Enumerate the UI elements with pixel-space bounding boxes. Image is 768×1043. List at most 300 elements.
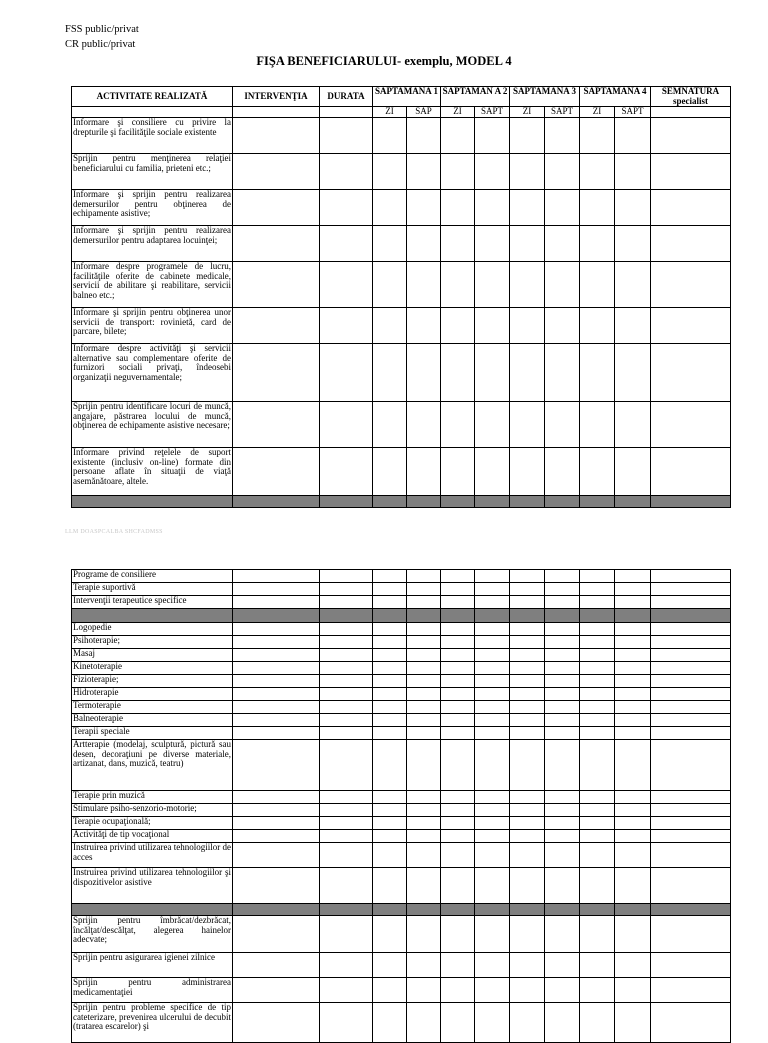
activity-cell: Sprijin pentru asigurarea igienei zilnice bbox=[72, 953, 233, 978]
table-row bbox=[72, 714, 731, 727]
empty-cell bbox=[651, 843, 731, 868]
empty-cell bbox=[407, 190, 441, 226]
empty-cell bbox=[545, 978, 580, 1003]
empty-cell bbox=[510, 609, 545, 623]
empty-cell bbox=[475, 154, 510, 190]
empty-cell bbox=[510, 262, 545, 308]
empty-cell bbox=[510, 190, 545, 226]
empty-cell bbox=[510, 701, 545, 714]
empty-cell bbox=[373, 226, 407, 262]
empty-cell bbox=[615, 226, 651, 262]
beneficiary-table-1 bbox=[71, 86, 731, 508]
activity-cell: Informare şi sprijin pentru realizarea demersurilor pentru adaptarea locuinţei; bbox=[72, 226, 233, 262]
empty-cell bbox=[233, 714, 320, 727]
empty-cell bbox=[510, 953, 545, 978]
empty-cell bbox=[510, 791, 545, 804]
empty-cell bbox=[441, 868, 475, 904]
activity-cell: Informare despre activităţi şi servicii alternative sau complementare oferite de furnizori sociali privaţi, îndeosebi organizaţii neguvernamentale; bbox=[72, 344, 233, 402]
empty-cell bbox=[233, 344, 320, 402]
empty-cell bbox=[441, 701, 475, 714]
empty-cell bbox=[320, 649, 373, 662]
empty-cell bbox=[615, 308, 651, 344]
sub-header-zi: ZI bbox=[373, 107, 407, 118]
table-row bbox=[72, 636, 731, 649]
empty-cell bbox=[545, 916, 580, 953]
empty-cell bbox=[651, 308, 731, 344]
empty-cell bbox=[651, 649, 731, 662]
empty-cell bbox=[651, 868, 731, 904]
empty-cell bbox=[615, 727, 651, 740]
empty-cell bbox=[475, 978, 510, 1003]
empty-cell bbox=[407, 308, 441, 344]
separator-cell bbox=[72, 496, 233, 508]
empty-cell bbox=[580, 817, 615, 830]
activity-cell: Informare şi consiliere cu privire la drepturile şi facilităţile sociale existente bbox=[72, 118, 233, 154]
empty-cell bbox=[545, 570, 580, 583]
empty-cell bbox=[475, 609, 510, 623]
empty-cell bbox=[441, 583, 475, 596]
empty-cell bbox=[651, 688, 731, 701]
empty-cell bbox=[615, 804, 651, 817]
empty-cell bbox=[510, 118, 545, 154]
empty-cell bbox=[233, 308, 320, 344]
empty-cell bbox=[320, 1003, 373, 1043]
empty-cell bbox=[651, 609, 731, 623]
empty-cell bbox=[545, 740, 580, 791]
empty-cell bbox=[441, 609, 475, 623]
empty-cell bbox=[373, 701, 407, 714]
empty-cell bbox=[651, 344, 731, 402]
empty-cell bbox=[475, 649, 510, 662]
empty-cell bbox=[407, 570, 441, 583]
empty-cell bbox=[580, 583, 615, 596]
empty-cell bbox=[651, 1003, 731, 1043]
empty-cell bbox=[475, 817, 510, 830]
activity-cell: Terapie suportivă bbox=[72, 583, 233, 596]
empty-cell bbox=[545, 904, 580, 916]
empty-cell bbox=[233, 868, 320, 904]
empty-cell bbox=[580, 953, 615, 978]
table-row bbox=[72, 308, 731, 344]
empty-cell bbox=[580, 916, 615, 953]
empty-cell bbox=[615, 570, 651, 583]
empty-cell bbox=[545, 636, 580, 649]
empty-cell bbox=[441, 727, 475, 740]
empty-cell bbox=[615, 830, 651, 843]
empty-cell bbox=[545, 154, 580, 190]
empty-cell bbox=[615, 118, 651, 154]
empty-cell bbox=[233, 904, 320, 916]
empty-cell bbox=[615, 688, 651, 701]
col-header-week-2: SAPTAMAN A 2 bbox=[441, 87, 510, 107]
empty-cell bbox=[320, 154, 373, 190]
table-row bbox=[72, 570, 731, 583]
activity-cell: Logopedie bbox=[72, 623, 233, 636]
empty-cell bbox=[441, 662, 475, 675]
empty-cell bbox=[545, 830, 580, 843]
empty-cell bbox=[475, 636, 510, 649]
empty-cell bbox=[651, 978, 731, 1003]
empty-cell bbox=[545, 804, 580, 817]
empty-cell bbox=[580, 830, 615, 843]
empty-cell bbox=[233, 570, 320, 583]
page-title: FIŞA BENEFICIARULUI- exemplu, MODEL 4 bbox=[256, 54, 512, 68]
empty-cell bbox=[233, 226, 320, 262]
empty-cell bbox=[580, 740, 615, 791]
empty-cell bbox=[233, 662, 320, 675]
table-row bbox=[72, 583, 731, 596]
empty-cell bbox=[545, 843, 580, 868]
activity-cell: Masaj bbox=[72, 649, 233, 662]
empty-cell bbox=[510, 154, 545, 190]
empty-cell bbox=[615, 190, 651, 226]
activity-cell: Instruirea privind utilizarea tehnologiilor de acces bbox=[72, 843, 233, 868]
empty-cell bbox=[615, 636, 651, 649]
empty-cell bbox=[580, 609, 615, 623]
empty-cell bbox=[615, 675, 651, 688]
table-row bbox=[72, 953, 731, 978]
empty-cell bbox=[373, 636, 407, 649]
empty-cell bbox=[510, 308, 545, 344]
table-row bbox=[72, 804, 731, 817]
empty-cell bbox=[407, 623, 441, 636]
empty-cell bbox=[320, 804, 373, 817]
empty-cell bbox=[233, 688, 320, 701]
empty-cell bbox=[475, 190, 510, 226]
beneficiary-table-2 bbox=[71, 569, 731, 1043]
empty-cell bbox=[407, 791, 441, 804]
empty-cell bbox=[441, 688, 475, 701]
empty-cell bbox=[615, 817, 651, 830]
empty-cell bbox=[580, 804, 615, 817]
empty-cell bbox=[651, 448, 731, 496]
empty-cell bbox=[373, 154, 407, 190]
empty-cell bbox=[580, 623, 615, 636]
empty-cell bbox=[407, 868, 441, 904]
empty-cell bbox=[475, 623, 510, 636]
empty-cell bbox=[373, 804, 407, 817]
empty-cell bbox=[510, 1003, 545, 1043]
empty-cell bbox=[545, 817, 580, 830]
empty-cell bbox=[233, 649, 320, 662]
empty-cell bbox=[475, 804, 510, 817]
table-row bbox=[72, 843, 731, 868]
empty-cell bbox=[545, 402, 580, 448]
empty-cell bbox=[320, 868, 373, 904]
empty-cell bbox=[233, 118, 320, 154]
empty-cell bbox=[407, 830, 441, 843]
empty-cell bbox=[545, 714, 580, 727]
empty-cell bbox=[320, 262, 373, 308]
empty-cell bbox=[580, 118, 615, 154]
empty-cell bbox=[233, 916, 320, 953]
empty-cell bbox=[651, 118, 731, 154]
col-header-week-4: SAPTAMANA 4 bbox=[580, 87, 651, 107]
empty-cell bbox=[320, 953, 373, 978]
semnatura-sub-label: specialist bbox=[673, 95, 708, 106]
empty-cell bbox=[475, 843, 510, 868]
empty-cell bbox=[475, 402, 510, 448]
activity-cell: Fizioterapie; bbox=[72, 675, 233, 688]
empty-cell bbox=[320, 843, 373, 868]
header-line-fss: FSS public/privat bbox=[65, 24, 139, 35]
empty-cell bbox=[373, 953, 407, 978]
empty-cell bbox=[615, 262, 651, 308]
empty-cell bbox=[407, 649, 441, 662]
empty-cell bbox=[580, 636, 615, 649]
empty-cell bbox=[373, 609, 407, 623]
sub-header-zi: ZI bbox=[441, 107, 475, 118]
empty-cell bbox=[475, 714, 510, 727]
empty-cell bbox=[651, 662, 731, 675]
empty-cell bbox=[475, 830, 510, 843]
empty-cell bbox=[545, 649, 580, 662]
empty-cell bbox=[651, 740, 731, 791]
empty-cell bbox=[475, 916, 510, 953]
empty-cell bbox=[651, 904, 731, 916]
empty-cell bbox=[475, 118, 510, 154]
empty-cell bbox=[651, 804, 731, 817]
col-header-week-3: SAPTAMANA 3 bbox=[510, 87, 580, 107]
empty-cell bbox=[373, 118, 407, 154]
empty-cell bbox=[373, 448, 407, 496]
empty-cell bbox=[580, 448, 615, 496]
empty-cell bbox=[373, 583, 407, 596]
empty-cell bbox=[615, 978, 651, 1003]
empty-cell bbox=[441, 623, 475, 636]
activity-cell: Terapii speciale bbox=[72, 727, 233, 740]
empty-cell bbox=[545, 609, 580, 623]
empty-cell bbox=[475, 675, 510, 688]
empty-cell bbox=[475, 791, 510, 804]
separator-cell bbox=[407, 496, 441, 508]
table-row bbox=[72, 623, 731, 636]
empty-cell bbox=[373, 344, 407, 402]
empty-cell bbox=[510, 344, 545, 402]
empty-cell bbox=[407, 978, 441, 1003]
empty-cell bbox=[651, 916, 731, 953]
sub-header-zi: ZI bbox=[510, 107, 545, 118]
empty-cell bbox=[407, 609, 441, 623]
empty-cell bbox=[580, 1003, 615, 1043]
empty-cell bbox=[580, 262, 615, 308]
separator-row bbox=[72, 609, 731, 623]
empty-cell bbox=[441, 636, 475, 649]
empty-cell bbox=[320, 596, 373, 609]
empty-cell bbox=[510, 804, 545, 817]
empty-cell bbox=[233, 817, 320, 830]
empty-cell bbox=[580, 675, 615, 688]
empty-cell bbox=[545, 118, 580, 154]
empty-cell bbox=[510, 448, 545, 496]
empty-cell bbox=[373, 262, 407, 308]
empty-cell bbox=[320, 791, 373, 804]
empty-cell bbox=[407, 662, 441, 675]
empty-cell bbox=[475, 570, 510, 583]
empty-cell bbox=[233, 262, 320, 308]
activity-cell: Sprijin pentru menţinerea relaţiei beneficiarului cu familia, prieteni etc.; bbox=[72, 154, 233, 190]
empty-cell bbox=[510, 226, 545, 262]
empty-cell bbox=[320, 916, 373, 953]
empty-cell bbox=[545, 688, 580, 701]
empty-cell bbox=[441, 804, 475, 817]
activity-cell: Kinetoterapie bbox=[72, 662, 233, 675]
empty-cell bbox=[510, 978, 545, 1003]
empty-cell bbox=[651, 791, 731, 804]
table-row bbox=[72, 1003, 731, 1043]
separator-cell bbox=[233, 496, 320, 508]
sub-header-sapt: SAPT bbox=[545, 107, 580, 118]
table-row bbox=[72, 262, 731, 308]
empty-cell bbox=[373, 688, 407, 701]
empty-cell bbox=[373, 675, 407, 688]
empty-cell bbox=[580, 688, 615, 701]
empty-cell bbox=[407, 118, 441, 154]
empty-cell bbox=[320, 714, 373, 727]
empty-cell bbox=[475, 344, 510, 402]
empty-cell bbox=[407, 448, 441, 496]
table-row bbox=[72, 226, 731, 262]
separator-cell bbox=[580, 496, 615, 508]
empty-cell bbox=[545, 701, 580, 714]
empty-cell bbox=[441, 570, 475, 583]
empty-cell bbox=[373, 623, 407, 636]
empty-cell bbox=[441, 1003, 475, 1043]
empty-cell bbox=[615, 662, 651, 675]
empty-cell bbox=[615, 344, 651, 402]
empty-cell bbox=[510, 904, 545, 916]
empty-cell bbox=[373, 662, 407, 675]
empty-cell bbox=[651, 953, 731, 978]
empty-cell bbox=[545, 868, 580, 904]
empty-cell bbox=[320, 344, 373, 402]
empty-cell bbox=[651, 226, 731, 262]
empty-cell bbox=[510, 675, 545, 688]
empty-cell bbox=[615, 916, 651, 953]
empty-cell bbox=[233, 623, 320, 636]
empty-cell bbox=[233, 448, 320, 496]
empty-cell bbox=[475, 953, 510, 978]
activity-cell: Intervenţii terapeutice specifice bbox=[72, 596, 233, 609]
empty-cell bbox=[233, 830, 320, 843]
empty-cell bbox=[320, 570, 373, 583]
empty-cell bbox=[615, 448, 651, 496]
empty-cell bbox=[407, 904, 441, 916]
separator-cell bbox=[615, 496, 651, 508]
empty-cell bbox=[545, 791, 580, 804]
empty-cell bbox=[615, 740, 651, 791]
empty-cell bbox=[510, 636, 545, 649]
empty-cell bbox=[407, 714, 441, 727]
empty-cell bbox=[441, 118, 475, 154]
empty-cell bbox=[615, 791, 651, 804]
empty-cell bbox=[441, 154, 475, 190]
sub-header-sapt: SAPT bbox=[475, 107, 510, 118]
empty-cell bbox=[373, 596, 407, 609]
empty-cell bbox=[407, 953, 441, 978]
empty-cell bbox=[580, 344, 615, 402]
table-row bbox=[72, 727, 731, 740]
empty-cell bbox=[373, 570, 407, 583]
empty-cell bbox=[615, 583, 651, 596]
table-row bbox=[72, 740, 731, 791]
empty-cell bbox=[233, 804, 320, 817]
empty-cell bbox=[441, 830, 475, 843]
col-header-interventia: INTERVENŢIA bbox=[233, 87, 320, 107]
empty-cell bbox=[545, 727, 580, 740]
empty-cell bbox=[373, 791, 407, 804]
empty-cell bbox=[615, 1003, 651, 1043]
empty-cell bbox=[373, 714, 407, 727]
empty-cell bbox=[545, 308, 580, 344]
activity-cell: Terapie ocupaţională; bbox=[72, 817, 233, 830]
empty-cell bbox=[615, 714, 651, 727]
col-header-activitate: ACTIVITATE REALIZATĂ bbox=[72, 87, 233, 107]
empty-cell bbox=[320, 402, 373, 448]
empty-cell bbox=[545, 448, 580, 496]
empty-cell bbox=[441, 714, 475, 727]
empty-cell bbox=[233, 154, 320, 190]
empty-cell bbox=[320, 636, 373, 649]
empty-cell bbox=[615, 843, 651, 868]
empty-cell bbox=[441, 344, 475, 402]
empty-cell bbox=[320, 609, 373, 623]
activity-cell: Informare şi sprijin pentru realizarea demersurilor pentru obţinerea de echipamente asistive; bbox=[72, 190, 233, 226]
empty-cell bbox=[651, 596, 731, 609]
empty-cell bbox=[407, 583, 441, 596]
empty-cell bbox=[441, 675, 475, 688]
table-row bbox=[72, 701, 731, 714]
header-line-cr: CR public/privat bbox=[65, 39, 136, 50]
empty-cell bbox=[320, 727, 373, 740]
empty-cell bbox=[510, 583, 545, 596]
separator-cell bbox=[441, 496, 475, 508]
empty-cell bbox=[580, 978, 615, 1003]
empty-cell bbox=[651, 714, 731, 727]
activity-cell: Sprijin pentru îmbrăcat/dezbrăcat, încălţat/descălţat, alegerea hainelor adecvate; bbox=[72, 916, 233, 953]
table-row bbox=[72, 916, 731, 953]
empty-cell bbox=[233, 583, 320, 596]
empty-cell bbox=[615, 904, 651, 916]
empty-cell bbox=[580, 868, 615, 904]
empty-cell bbox=[475, 308, 510, 344]
empty-cell bbox=[373, 868, 407, 904]
empty-cell bbox=[545, 953, 580, 978]
empty-cell bbox=[441, 978, 475, 1003]
empty-cell bbox=[615, 649, 651, 662]
empty-cell bbox=[407, 1003, 441, 1043]
empty-cell bbox=[407, 727, 441, 740]
empty-cell bbox=[651, 583, 731, 596]
empty-cell bbox=[475, 904, 510, 916]
col-header-durata: DURATA bbox=[320, 87, 373, 107]
activity-cell: Psihoterapie; bbox=[72, 636, 233, 649]
sub-header-sap: SAP bbox=[407, 107, 441, 118]
table-row bbox=[72, 154, 731, 190]
empty-cell bbox=[475, 448, 510, 496]
empty-cell bbox=[651, 701, 731, 714]
empty-cell bbox=[545, 344, 580, 402]
empty-cell bbox=[320, 817, 373, 830]
empty-cell bbox=[407, 402, 441, 448]
separator-cell bbox=[320, 496, 373, 508]
separator-cell bbox=[72, 609, 233, 623]
empty-cell bbox=[233, 190, 320, 226]
table-row bbox=[72, 978, 731, 1003]
table-row bbox=[72, 675, 731, 688]
empty-cell bbox=[373, 308, 407, 344]
table-row bbox=[72, 402, 731, 448]
